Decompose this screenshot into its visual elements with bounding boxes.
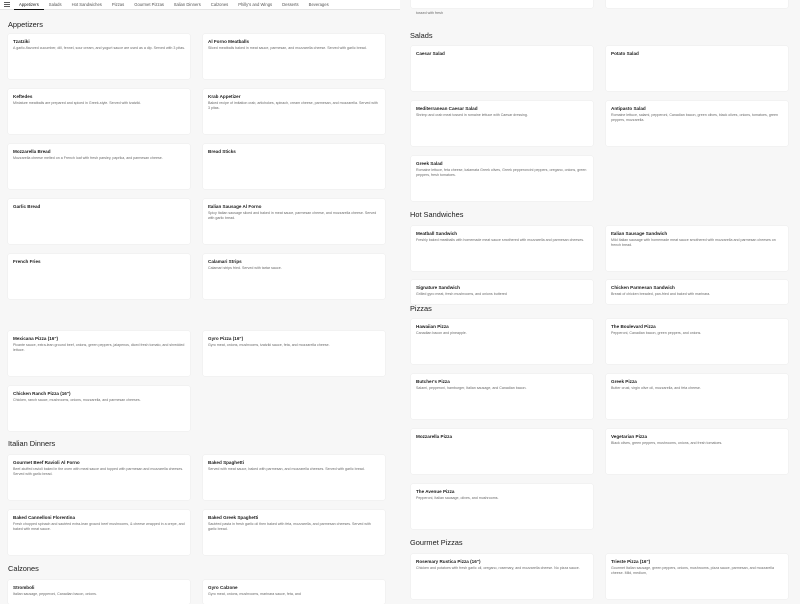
menu-item-name: Mexicana Pizza (16") bbox=[13, 336, 59, 341]
menu-item-description: Butter crust, virgin olive oil, mozzarella, and feta cheese. bbox=[611, 386, 701, 391]
menu-item-card[interactable] bbox=[8, 510, 190, 555]
menu-item-card[interactable] bbox=[606, 280, 788, 304]
menu-item-name: Vegetarian Pizza bbox=[611, 434, 648, 439]
menu-item-card[interactable] bbox=[203, 144, 385, 189]
menu-item-name: Gyro Pizza (16") bbox=[208, 336, 244, 341]
menu-item-card[interactable] bbox=[606, 319, 788, 364]
menu-item-description: Sautéed pasta in fresh garlic oil then baked with feta, mozzarella, and parmesan cheeses. Served with garlic bread. bbox=[208, 522, 371, 531]
menu-item-card[interactable] bbox=[411, 46, 593, 91]
menu-item-name: Potato Salad bbox=[611, 51, 639, 56]
menu-item-card[interactable] bbox=[8, 254, 190, 299]
menu-item-description: Fresh chopped spinach and sautéed extra-lean ground beef mushrooms, & cheese wrapped in a crepe, and baked with meat sauce. bbox=[13, 522, 185, 531]
tab-hot-sandwiches[interactable]: Hot Sandwiches bbox=[71, 1, 102, 7]
menu-item-description: Baked recipe of imitation crab, artichokes, spinach, cream cheese, parmesan, and mozzarella. Served with 3 pitas. bbox=[208, 101, 378, 110]
category-title-italian-dinners: Italian Dinners bbox=[8, 439, 56, 448]
menu-item-name: Italian Sausage Al Forno bbox=[208, 204, 262, 209]
category-title-calzones: Calzones bbox=[8, 564, 39, 573]
menu-item-description: Freshly baked meatballs with homemade meat sauce smothered with mozzarella and parmesan cheeses. bbox=[416, 238, 584, 243]
menu-item-name: Trieste Pizza (16") bbox=[611, 559, 651, 564]
menu-item-description: Canadian bacon and pineapple. bbox=[416, 331, 467, 336]
hamburger-menu-icon[interactable] bbox=[0, 0, 14, 10]
menu-item-description: Grilled gyro meat, fresh mushrooms, and onions buttered bbox=[416, 292, 507, 297]
menu-item-card[interactable] bbox=[8, 89, 190, 134]
tab-gourmet-pizzas[interactable]: Gourmet Pizzas bbox=[134, 1, 165, 7]
menu-item-card[interactable] bbox=[203, 254, 385, 299]
menu-item-name: Keftedes bbox=[13, 94, 33, 99]
menu-item-card[interactable] bbox=[8, 580, 190, 604]
menu-item-card-partial[interactable] bbox=[606, 0, 788, 8]
menu-item-card[interactable] bbox=[411, 429, 593, 474]
menu-item-name: Hawaiian Pizza bbox=[416, 324, 449, 329]
menu-item-name: Chicken Ranch Pizza (16") bbox=[13, 391, 71, 396]
menu-item-name: Stromboli bbox=[13, 585, 35, 590]
menu-item-description: Black olives, green peppers, mushrooms, onions, and fresh tomatoes. bbox=[611, 441, 723, 446]
category-title-salads: Salads bbox=[410, 31, 433, 40]
menu-item-name: Baked Cannelloni Florentina bbox=[13, 515, 76, 520]
menu-item-card[interactable] bbox=[411, 101, 593, 146]
menu-item-name: Rosemary Rustica Pizza (16") bbox=[416, 559, 481, 564]
menu-item-card[interactable] bbox=[203, 34, 385, 79]
menu-item-card[interactable] bbox=[8, 144, 190, 189]
menu-item-description: Chicken and potatoes with fresh garlic oil, oregano, rosemary, and mozzarella cheese. No pizza sauce. bbox=[416, 566, 580, 571]
menu-item-name: Krab Appetizer bbox=[208, 94, 241, 99]
menu-item-description: Mild Italian sausage with homemade meat sauce smothered with mozzarella and parmesan cheeses on french bread. bbox=[611, 238, 776, 247]
tab-salads[interactable]: Salads bbox=[48, 1, 62, 7]
menu-item-description: Romaine lettuce, salami, pepperoni, Canadian bacon, green olives, black olives, onions, tomatoes, green peppers, mozzarella. bbox=[611, 113, 779, 122]
menu-item-name: Caesar Salad bbox=[416, 51, 445, 56]
menu-item-card[interactable] bbox=[411, 319, 593, 364]
menu-item-name: Calamari Strips bbox=[208, 259, 242, 264]
menu-item-card[interactable] bbox=[411, 156, 593, 201]
menu-item-description: Miniature meatballs are prepared and spiced in Greek-style. Served with tzatziki. bbox=[13, 101, 142, 106]
menu-item-name: Mozzarella Bread bbox=[13, 149, 51, 154]
category-title-gourmet-pizzas: Gourmet Pizzas bbox=[410, 538, 463, 547]
menu-item-card[interactable] bbox=[606, 374, 788, 419]
menu-item-name: The Avenue Pizza bbox=[416, 489, 455, 494]
tab-pizzas[interactable]: Pizzas bbox=[111, 1, 125, 7]
category-title-appetizers: Appetizers bbox=[8, 20, 43, 29]
menu-item-card[interactable] bbox=[606, 101, 788, 146]
menu-item-card[interactable] bbox=[203, 89, 385, 134]
menu-item-description: A garlic-flavored cucumber, dill, fennel, sour cream, and yogurt sauce are used as a dip. Served with 3 pitas. bbox=[13, 46, 185, 51]
menu-item-name: The Boulevard Pizza bbox=[611, 324, 656, 329]
menu-item-name: Tzatziki bbox=[13, 39, 30, 44]
menu-item-card-partial[interactable] bbox=[411, 0, 593, 15]
category-tab-bar bbox=[0, 0, 400, 10]
menu-item-description: Beef-stuffed ravioli baked in the oven with meat sauce and topped with parmesan and mozzarella cheeses. Served with garlic bread. bbox=[13, 467, 184, 476]
menu-item-description: Breast of chicken breaded, pan-fried and baked with marinara. bbox=[611, 292, 711, 297]
menu-item-description: Gyro meat, onions, mushrooms, tzatziki sauce, feta, and mozzarella cheese. bbox=[208, 343, 330, 348]
menu-item-description: tossed with fresh bbox=[416, 11, 443, 15]
menu-item-card[interactable] bbox=[8, 386, 190, 431]
menu-item-description: Shrimp and crab meat tossed in romaine lettuce with Caesar dressing. bbox=[416, 113, 528, 118]
left-menu-column bbox=[0, 0, 400, 600]
menu-item-description: Gyro meat, onions, mushrooms, marinara sauce, feta, and bbox=[208, 592, 301, 597]
menu-item-card[interactable] bbox=[8, 34, 190, 79]
tab-italian-dinners[interactable]: Italian Dinners bbox=[174, 1, 201, 7]
menu-item-description: Mozzarella cheese melted on a French loaf with fresh parsley, paprika, and parmesan cheese. bbox=[13, 156, 163, 161]
menu-item-description: Pepperoni, Italian sausage, olives, and mushrooms. bbox=[416, 496, 499, 501]
menu-item-card[interactable] bbox=[203, 510, 385, 555]
menu-item-name: Al Forno Meatballs bbox=[208, 39, 250, 44]
category-title-hot-sandwiches: Hot Sandwiches bbox=[410, 210, 464, 219]
menu-item-card[interactable] bbox=[203, 331, 385, 376]
menu-item-description: Gourmet Italian sausage, green peppers, onions, mushrooms, pizza sauce, parmesan, and mozzarella cheese. Mild, medium, bbox=[611, 566, 775, 575]
menu-item-description: Romaine lettuce, feta cheese, kalamata Greek olives, Greek pepperoncini peppers, oregano, onions, green peppers, fresh tomatoes. bbox=[416, 168, 587, 177]
menu-item-card[interactable] bbox=[411, 554, 593, 599]
menu-item-name: Chicken Parmesan Sandwich bbox=[611, 285, 675, 290]
menu-item-name: French Fries bbox=[13, 259, 41, 264]
menu-item-name: Gyro Calzone bbox=[208, 585, 238, 590]
menu-item-description: Italian sausage, pepperoni, Canadian bacon, onions. bbox=[13, 592, 97, 597]
menu-item-description: Salami, pepperoni, hamburger, Italian sausage, and Canadian bacon. bbox=[416, 386, 527, 391]
menu-item-card[interactable] bbox=[606, 46, 788, 91]
tab-beverages[interactable]: Beverages bbox=[308, 1, 329, 7]
menu-item-name: Mediterranean Caesar Salad bbox=[416, 106, 478, 111]
menu-item-card[interactable] bbox=[606, 429, 788, 474]
tab-calzones[interactable]: Calzones bbox=[210, 1, 229, 7]
menu-item-card[interactable] bbox=[8, 455, 190, 500]
tab-desserts[interactable]: Desserts bbox=[282, 1, 299, 7]
right-menu-column bbox=[404, 0, 800, 600]
menu-item-name: Gourmet Beef Ravioli Al Forno bbox=[13, 460, 80, 465]
menu-item-name: Greek Pizza bbox=[611, 379, 637, 384]
menu-item-card[interactable] bbox=[8, 331, 190, 376]
tab-appetizers[interactable]: Appetizers bbox=[14, 0, 44, 10]
menu-item-card[interactable] bbox=[606, 554, 788, 599]
menu-item-card[interactable] bbox=[606, 226, 788, 271]
menu-item-name: Baked Greek Spaghetti bbox=[208, 515, 259, 520]
menu-item-name: Antipasto Salad bbox=[611, 106, 646, 111]
menu-item-description: Pepperoni, Canadian bacon, green peppers, and onions. bbox=[611, 331, 702, 336]
menu-item-name: Mozzarella Pizza bbox=[416, 434, 452, 439]
menu-item-description: Picante sauce, extra-lean ground beef, onions, green peppers, jalapenos, diced fresh tomato, and shredded lettuce. bbox=[13, 343, 185, 352]
menu-item-card[interactable] bbox=[411, 484, 593, 529]
tab-phillys-and-wings[interactable]: Philly's and Wings bbox=[238, 1, 273, 7]
menu-item-card[interactable] bbox=[203, 580, 385, 604]
menu-item-name: Bread Sticks bbox=[208, 149, 236, 154]
menu-item-description: Spicy Italian sausage sliced and baked in meat sauce, parmesan cheese, and mozzarella cheese. Served with garlic bread. bbox=[208, 211, 377, 220]
menu-item-description: Chicken, ranch sauce, mushrooms, onions, mozzarella, and parmesan cheeses. bbox=[13, 398, 141, 403]
menu-item-name: Butcher's Pizza bbox=[416, 379, 450, 384]
menu-item-name: Signature Sandwich bbox=[416, 285, 460, 290]
menu-item-card[interactable] bbox=[411, 374, 593, 419]
menu-item-name: Baked Spaghetti bbox=[208, 460, 244, 465]
menu-item-card[interactable] bbox=[203, 199, 385, 244]
menu-item-name: Greek Salad bbox=[416, 161, 443, 166]
menu-item-card[interactable] bbox=[203, 455, 385, 500]
menu-item-description: Calamari strips fried. Served with tartar sauce. bbox=[208, 266, 282, 271]
menu-item-description: Sliced meatballs baked in meat sauce, parmesan, and mozzarella cheese. Served with garlic bread. bbox=[208, 46, 367, 51]
menu-item-name: Italian Sausage Sandwich bbox=[611, 231, 668, 236]
menu-item-name: Garlic Bread bbox=[13, 204, 41, 209]
menu-item-name: Meatball Sandwich bbox=[416, 231, 458, 236]
menu-item-description: Served with meat sauce, baked with parmesan, and mozzarella cheeses. Served with garlic bread. bbox=[208, 467, 365, 472]
menu-item-card[interactable] bbox=[411, 280, 593, 304]
category-title-pizzas: Pizzas bbox=[410, 304, 432, 313]
menu-item-card[interactable] bbox=[411, 226, 593, 271]
menu-item-card[interactable] bbox=[8, 199, 190, 244]
